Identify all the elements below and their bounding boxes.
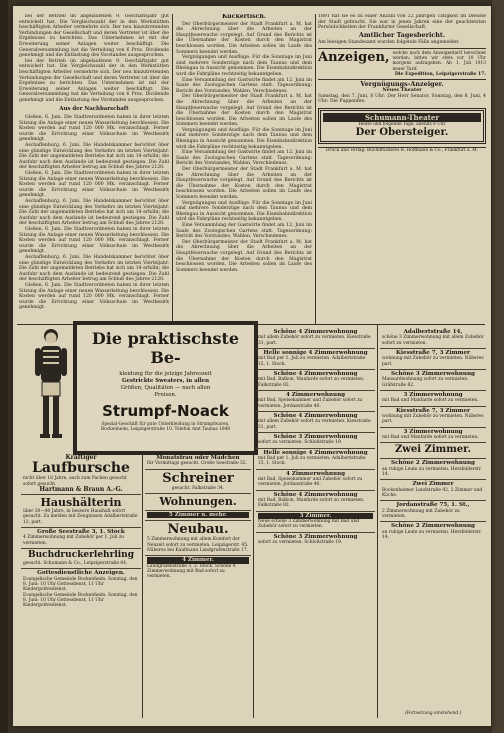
intro-paragraph: bei der Betrieb im abgelaufenen 9. Geschäftsjahr gut entwickelt hat. Die Vergleichszahl der in den Werkstätten beschäftigten Arbeiter vermehrte sich. Der neu hinzutretenden Verbindungen der Gesellschaft und deren Vertreter ist über die Ergebnisse zu berichten. Das Unternehmen ist mit der Erweiterung seiner Anlagen weiter beschäftigt. Die Generalversammlung hat die Verteilung von 6 Proz. Dividende genehmigt und die Entlastung des Vorstandes ausgesprochen.: [19, 14, 169, 59]
column-2-text: [176, 14, 312, 322]
ad-title: Kräftiger: [65, 454, 97, 461]
expedition-line: Die Expedition, Leipzigerstraße 17.: [394, 71, 486, 77]
ad-body: mit Bad und Manfarde sofort zu vermieten.: [382, 398, 479, 404]
ad-big-title: Laufbursche: [32, 460, 130, 477]
ad-body: Evangelische Gemeinde Bockenheim. Sonntag, den 8. Juni: 10 Uhr Gottesdienst, 11 Uhr Kindergottesdienst.: [23, 576, 138, 593]
anzeigen-title: Anzeigen,: [318, 49, 390, 65]
ad-title: Neubau.: [167, 522, 229, 538]
ad-title: Große Seestraße 3, 1. Stock: [37, 529, 125, 536]
small-ads-column-4: [380, 328, 486, 718]
ad-title: Jordanstraße 75, 1. St.,: [396, 502, 470, 509]
column-rule: [172, 14, 173, 324]
ad-body: 2 Zimmerwohnung mit Zubehör zu vermieten.: [382, 508, 460, 520]
section-subtitle: 5 Zimmer u. mehr.: [147, 512, 249, 518]
continued-note: (Fortsetzung umstehend.): [404, 710, 462, 716]
column-rule: [377, 324, 378, 718]
ad-line: Größen, Qualitäten — nach allen: [120, 385, 211, 391]
ad-title: Kiesstraße 7, 3 Zimmer: [396, 350, 470, 356]
ad-title: Schöne 3 Zimmerwohnung: [391, 371, 475, 377]
ad-firm: Strumpf-Noack: [102, 402, 229, 420]
ad-body: für Vormittags gesucht. Große Seestraße 32.: [147, 461, 247, 467]
ad-title: 4 Zimmerwohnung: [285, 470, 346, 477]
article-paragraph: Der Oberbürgermeister der Stadt Frankfurt a. M. hat die Abrechnung über die Arbeiten an der Hauptfeuerwache vorgelegt. Auf Grund des Berichts ist die Übernahme der Kosten durch den Magistrat beschlossen worden. Die Arbeiten sollen im Laufe des Sommers beendet werden.: [176, 21, 312, 55]
ad-body: an ruhige Leute zu vermieten. Hersfelderstr. 14.: [382, 466, 482, 478]
article-paragraph: Eine Versammlung der Gastwirte findet am 12. Juni im Saale des Zoologischen Gartens statt. Tagesordnung: Bericht des Vorstandes, Wahlen, Verschiedenes.: [176, 150, 312, 167]
schumann-sub: Heute und folgende Tage, abends 8 Uhr: [358, 121, 446, 127]
article-paragraph: Vergnügungen und Ausflüge. Für die Sonntage im Juni sind mehrere Sonderzüge nach dem Taunus und dem Rheingau in Aussicht genommen. Die Eisenbahndirektion wird die Fahrpläne rechtzeitig bekanntgeben.: [176, 127, 312, 150]
schumann-title: Schumann-Theater: [323, 113, 481, 122]
column-rule: [142, 453, 143, 718]
ad-body: 4 Zimmerwohnung mit Zubehör per 1. Juli zu vermieten.: [23, 535, 124, 546]
ad-body: Mansardwohnung sofort zu vermieten. Gräfstraße 82.: [382, 377, 469, 388]
ad-title: Schöne 3 Zimmerwohnung: [273, 434, 358, 440]
ad-title: 3 Zimmerwohnung: [403, 428, 463, 435]
theater-program: Samstag, den 7. Juni, 8 Uhr: Der Herr Senator. Sonntag, den 8. Juni, 4 Uhr: Die Puppenfee.: [318, 93, 486, 105]
column-heading: Kückertisch.: [221, 14, 267, 20]
section-paragraph: Gießen, 6. Juni. Die Stadtverordneten haben in ihrer letzten Sitzung die Anlage einer neuen Wasserleitung beschlossen. Die Kosten werden auf rund 120 000 Mk. veranschlagt. Ferner wurde die Errichtung einer Volksschule im Westbezirk genehmigt.: [19, 115, 169, 143]
section-paragraph: Aschaffenburg, 6. Juni. Die Handelskammer berichtet über eine günstige Entwicklung des Verkehrs im letzten Vierteljahr. Die Zahl der angemeldeten Betriebe hat sich um 14 erhöht; die Ausfuhr nach dem Auslande ist bedeutend gestiegen. Die Zahl der beschäftigten Arbeiter betrug am Schluß des Jahres 2120.: [19, 254, 169, 283]
section-paragraph: Gießen, 6. Juni. Die Stadtverordneten haben in ihrer letzten Sitzung die Anlage einer neuen Wasserleitung beschlossen. Die Kosten werden auf rund 120 000 Mk. veranschlagt. Ferner wurde die Errichtung einer Volksschule im Westbezirk genehmigt.: [19, 282, 169, 311]
ad-body: Bockenheimer Landstraße 92, 2 Zimmer und Küche.: [382, 487, 483, 499]
ad-body: mit allem Zubehör sofort zu vermieten. Kiesstraße 31, part.: [258, 335, 371, 346]
intro-paragraph: bei der Betrieb im abgelaufenen 9. Geschäftsjahr gut entwickelt hat. Die Vergleichszahl der in den Werkstätten beschäftigten Arbeiter vermehrte sich. Der neu hinzutretenden Verbindungen der Gesellschaft und deren Vertreter ist über die Ergebnisse zu berichten. Das Unternehmen ist mit der Erweiterung seiner Anlagen weiter beschäftigt. Die Generalversammlung hat die Verteilung von 6 Proz. Dividende genehmigt und die Entlastung des Vorstandes ausgesprochen.: [19, 58, 169, 103]
ad-firm: Hartmann & Braun A.-G.: [39, 485, 123, 493]
ad-body: mit Bad, Speisekammer und Zubehör sofort zu vermieten. Jordanstraße 40.: [258, 398, 363, 409]
top-paragraph: 1891 hat sie es zu einer Anzahl von 22 jährigen Tätigkeit im Dienste der Stadt gebracht. Sie war in jenen Jahren eine der geachtetsten Persönlichkeiten der Frankfurter Gesellschaft.: [318, 14, 486, 31]
scan-edge-right: [492, 0, 504, 733]
section-subtitle: 3 Zimmer.: [258, 513, 373, 519]
ad-title: Schöne 4 Zimmerwohnung: [273, 371, 358, 377]
ad-body: über 30—40 Jahre, in bessere Haushalt sofort gesucht. Zu melden mit Zeugnissen Adalbertstraße 12, part.: [23, 509, 138, 525]
ad-title: 4 Zimmerwohnung: [285, 392, 346, 398]
section-subtitle: 4 Zimmer.: [147, 557, 249, 563]
ad-body: gesucht. Falkstraße 34.: [171, 485, 225, 491]
schumann-ad: [318, 108, 486, 144]
ad-body: wohnung mit Zubehör zu vermieten. Näheres part.: [382, 356, 484, 367]
ad-body: gesucht. Schumann & Co., Leipzigerstraße 64.: [23, 561, 128, 567]
small-ads-column-3: [256, 328, 375, 718]
ad-body: mit Bad per 1. Juli zu vermieten. Adalbertstraße 15, 1. Stock.: [258, 356, 366, 367]
theater-name: Neues Theater: [382, 86, 422, 93]
ad-headline: Die praktischste Be-: [91, 329, 240, 367]
ad-body: mit Bad, Balkon, Manfarde sofort zu vermieten. Falkstraße 82.: [258, 377, 365, 388]
ad-line: kleidung für die jetzige Jahreszeit: [119, 371, 212, 377]
ad-title: Schöne 4 Zimmerwohnung: [273, 413, 358, 419]
ad-title: Gottesdienstliche Anzeigen.: [37, 570, 125, 577]
ad-body: sofort zu vermieten. Schloßstraße 19.: [258, 440, 343, 446]
ad-title: Schöne 4 Zimmerwohnung: [273, 329, 358, 335]
ad-title: Helle sonnige 4 Zimmerwohnung: [263, 449, 368, 456]
ad-body: schöne 3 Zimmerwohnung mit allem Zubehör sofort zu vermieten.: [382, 335, 484, 346]
ad-line: Preisen.: [154, 392, 177, 398]
ad-body: sofort zu vermieten. Schloßstraße 19.: [258, 540, 343, 546]
ad-title: Adalbertstraße 14,: [403, 329, 463, 335]
ad-body: 5 Zimmerwohnung mit allem Komfort der Neuzeit sofort zu vermieten. Leipzigerstr. 45. Näheres bei Kaufmann Landgrafenstraße 17.: [147, 537, 249, 553]
ad-title: Schöne 4 Zimmerwohnung: [273, 491, 358, 498]
ad-title: Schreiner: [162, 470, 234, 486]
article-paragraph: Eine Versammlung der Gastwirte findet am 12. Juni im Saale des Zoologischen Gartens statt. Tagesordnung: Bericht des Vorstandes, Wahlen, Verschiedenes.: [176, 77, 312, 94]
column-1-text: [19, 14, 169, 322]
official-heading: Amtlicher Tagesbericht.: [358, 30, 446, 39]
strumpf-noack-ad: [73, 321, 258, 455]
section-paragraph: Gießen, 6. Juni. Die Stadtverordneten haben in ihrer letzten Sitzung die Anlage einer neuen Wasserleitung beschlossen. Die Kosten werden auf rund 120 000 Mk. veranschlagt. Ferner wurde die Errichtung einer Volksschule im Westbezirk genehmigt.: [19, 226, 169, 255]
section-paragraph: Aschaffenburg, 6. Juni. Die Handelskammer berichtet über eine günstige Entwicklung des Verkehrs im letzten Vierteljahr. Die Zahl der angemeldeten Betriebe hat sich um 14 erhöht; die Ausfuhr nach dem Auslande ist bedeutend gestiegen. Die Zahl der beschäftigten Arbeiter betrug am Schluß des Jahres 2120.: [19, 199, 169, 227]
ad-address: Bockenheim, Leipzigerstraße 10, Telefon Amt Taunus 1848: [100, 427, 231, 433]
section-heading: Aus der Nachbarschaft: [59, 105, 129, 112]
section-paragraph: Gießen, 6. Juni. Die Stadtverordneten haben in ihrer letzten Sitzung die Anlage einer neuen Wasserleitung beschlossen. Die Kosten werden auf rund 120 000 Mk. veranschlagt. Ferner wurde die Errichtung einer Volksschule im Westbezirk genehmigt.: [19, 171, 169, 199]
article-paragraph: Vergnügungen und Ausflüge. Für die Sonntage im Juni sind mehrere Sonderzüge nach dem Taunus und dem Rheingau in Aussicht genommen. Die Eisenbahndirektion wird die Fahrpläne rechtzeitig bekanntgeben.: [176, 200, 312, 223]
anzeigen-text: welche nach dem Anzeigentarif berechnet werden, bitten wir stets vor 10 Uhr morgens aufzugeben. Ab 1. Juli 1913 neuer Tarif.: [392, 50, 486, 72]
article-paragraph: Vergnügungen und Ausflüge. Für die Sonntage im Juni sind mehrere Sonderzüge nach dem Taunus und dem Rheingau in Aussicht genommen. Die Eisenbahndirektion wird die Fahrpläne rechtzeitig bekanntgeben.: [176, 55, 312, 77]
ad-body: mit Bad, Speisekammer und Zubehör sofort zu vermieten. Jordanstraße 40.: [258, 477, 363, 488]
article-paragraph: Der Oberbürgermeister der Stadt Frankfurt a. M. hat die Abrechnung über die Arbeiten an der Hauptfeuerwache vorgelegt. Auf Grund des Berichts ist die Übernahme der Kosten durch den Magistrat beschlossen worden. Die Arbeiten sollen im Laufe des Sommers beendet werden.: [176, 94, 312, 128]
ad-line: Gestrickte Sweaters, in allen: [121, 378, 210, 384]
ad-body: Neue schöne 3 Zimmerwohnung mit Bad und Zubehör sofort zu vermieten.: [258, 519, 360, 530]
ad-title: Schöne 2 Zimmerwohnung: [391, 460, 475, 467]
section-title: Wohnungen.: [159, 495, 237, 508]
ad-body: Evangelische Gemeinde Bockenheim. Sonntag, den 8. Juni: 10 Uhr Gottesdienst, 11 Uhr Kindergottesdienst.: [23, 592, 138, 609]
small-ads-column-2: [145, 454, 251, 718]
small-ads-column-1: [21, 454, 141, 718]
ad-title: 3 Zimmerwohnung: [403, 392, 463, 398]
official-sub: Am hiesigen Standesamt wurden folgende Fälle angemeldet.: [318, 40, 460, 46]
ad-title: Schöne 2 Zimmerwohnung: [391, 523, 475, 530]
section-paragraph: Aschaffenburg, 6. Juni. Die Handelskammer berichtet über eine günstige Entwicklung des Verkehrs im letzten Vierteljahr. Die Zahl der angemeldeten Betriebe hat sich um 14 erhöht; die Ausfuhr nach dem Auslande ist bedeutend gestiegen. Die Zahl der beschäftigten Arbeiter betrug am Schluß des Jahres 2120.: [19, 143, 169, 171]
ad-body: mit allem Zubehör sofort zu vermieten. Kiesstraße 31, part.: [258, 419, 371, 430]
ad-body: Landgrafenstraße 3, 2. Stock. Schöne 4 Zimmerwohnung mit Bad sofort zu vermieten.: [147, 563, 236, 580]
article-paragraph: Der Oberbürgermeister der Stadt Frankfurt a. M. hat die Abrechnung über die Arbeiten an der Hauptfeuerwache vorgelegt. Auf Grund des Berichts ist die Übernahme der Kosten durch den Magistrat beschlossen worden. Die Arbeiten sollen im Laufe des Sommers beendet werden.: [176, 239, 312, 273]
schumann-play: Der Obersteiger.: [355, 126, 449, 138]
article-paragraph: Der Oberbürgermeister der Stadt Frankfurt a. M. hat die Abrechnung über die Arbeiten an der Hauptfeuerwache vorgelegt. Auf Grund des Berichts ist die Übernahme der Kosten durch den Magistrat beschlossen worden. Die Arbeiten sollen im Laufe des Sommers beendet werden.: [176, 167, 312, 200]
vergnuegung-title: Vergnügungs-Anzeiger.: [360, 80, 444, 89]
ad-body: nicht über 16 Jahre, auch zum Packen gesucht sofort gesucht.: [23, 476, 127, 487]
ad-title: Monatsfrau oder Mädchen: [156, 455, 240, 461]
ad-body: mit Bad per 1. Juli zu vermieten. Adalbertstraße 15, 1. Stock.: [258, 456, 366, 467]
newspaper-page: [13, 6, 491, 726]
boy-in-sweater-illustration: [31, 326, 71, 446]
ad-title: Schöne 3 Zimmerwohnung: [273, 533, 358, 540]
ad-body: mit Bad, Balkon, Manfarde sofort zu vermieten. Falkstraße 82.: [258, 498, 365, 509]
column-3: [318, 14, 486, 322]
print-info: Druck und Verlag: Buchdruckerei R. Hoffmann & Co., Frankfurt a. M.: [318, 147, 486, 153]
ad-body: an ruhige Leute zu vermieten. Hersfelderstr. 14.: [382, 529, 482, 541]
ad-body: wohnung mit Zubehör zu vermieten. Näheres part.: [382, 414, 484, 425]
section-title: Zwei Zimmer.: [394, 444, 471, 456]
ad-title: Zwei Zimmer: [412, 481, 454, 488]
ad-title: Kiesstraße 7, 3 Zimmer: [396, 407, 470, 414]
article-paragraph: Eine Versammlung der Gastwirte findet am 12. Juni im Saale des Zoologischen Gartens statt. Tagesordnung: Bericht des Vorstandes, Wahlen, Verschiedenes.: [176, 222, 312, 240]
scan-edge-left: [0, 0, 8, 733]
ad-title: Haushälterin: [40, 496, 122, 510]
ad-title: Helle sonnige 4 Zimmerwohnung: [263, 350, 368, 356]
column-rule: [315, 14, 316, 324]
ad-title: Buchdruckerlehrling: [27, 550, 135, 561]
ad-body: mit Bad und Manfarde sofort zu vermieten.: [382, 435, 479, 441]
ad-address: Spezial-Geschäft für gute Unterkleidung in Strumpfwaren,: [101, 422, 230, 427]
